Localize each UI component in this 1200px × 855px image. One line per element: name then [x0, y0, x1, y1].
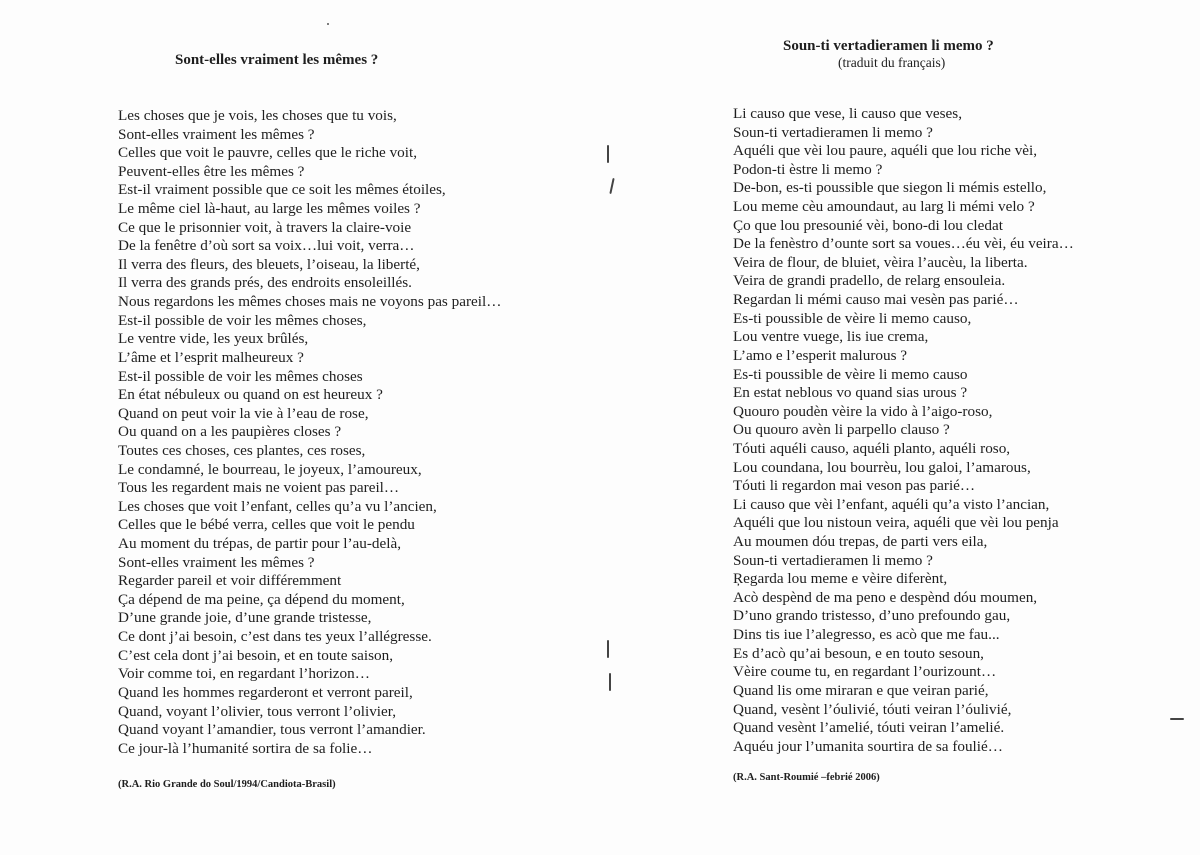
poem-line: Quand, voyant l’olivier, tous verront l’olivier, [118, 702, 397, 720]
poem-line: En état nébuleux ou quand on est heureux ? [118, 386, 383, 404]
provencal-poem-lines [733, 105, 1074, 756]
poem-line: Toutes ces choses, ces plantes, ces roses, [118, 441, 366, 459]
poem-line: Ou quand on a les paupières closes ? [118, 423, 342, 441]
binding-mark [609, 673, 611, 691]
poem-line: Quand les hommes regarderont et verront pareil, [118, 683, 413, 701]
poem-line: Li causo que vese, li causo que veses, [733, 105, 963, 122]
poem-line: Au moumen dóu trepas, de parti vers eila, [733, 533, 988, 551]
poem-line: Podon-ti èstre li memo ? [733, 160, 883, 178]
poem-line: Ŗegarda lou meme e vèire diferènt, [733, 570, 948, 588]
poem-line: Sont-elles vraiment les mêmes ? [118, 553, 315, 571]
poem-line: De la fenèstro d’ounte sort sa voues…éu vèi, éu veira… [733, 235, 1074, 253]
poem-line: Celles que le bébé verra, celles que voit le pendu [118, 516, 415, 534]
poem-line: L’amo e l’esperit malurous ? [733, 346, 908, 364]
poem-line: Il verra des grands prés, des endroits ensoleillés. [118, 274, 412, 292]
poem-line: Le condamné, le bourreau, le joyeux, l’amoureux, [118, 460, 422, 478]
poem-line: Est-il possible de voir les mêmes choses [118, 367, 363, 385]
poem-line: De la fenêtre d’où sort sa voix…lui voit, verra… [118, 237, 415, 255]
poem-line: Ce dont j’ai besoin, c’est dans tes yeux l’allégresse. [118, 628, 432, 646]
poem-line: C’est cela dont j’ai besoin, et en toute saison, [118, 646, 393, 664]
poem-line: Regardan li mémi causo mai vesèn pas parié… [733, 291, 1019, 309]
poem-line: Nous regardons les mêmes choses mais ne voyons pas pareil… [118, 293, 502, 311]
poem-line: Voir comme toi, en regardant l’horizon… [118, 665, 370, 683]
poem-line: Les choses que je vois, les choses que tu vois, [118, 107, 397, 124]
poem-line: Aquéu jour l’umanita sourtira de sa foulié… [733, 737, 1003, 755]
poem-line: Lou meme cèu amoundaut, au larg li mémi velo ? [733, 198, 1035, 216]
poem-line: Au moment du trépas, de partir pour l’au-delà, [118, 535, 401, 553]
french-poem-lines [118, 107, 501, 758]
poem-line: Acò despènd de ma peno e despènd dóu moumen, [733, 588, 1038, 606]
poem-line: L’âme et l’esprit malheureux ? [118, 348, 304, 366]
poem-line: Es-ti poussible de vèire li memo causo, [733, 309, 972, 327]
poem-line: Veira de grandi pradello, de relarg ensouleia. [733, 272, 1006, 290]
poem-line: Dins tis iue l’alegresso, es acò que me fau... [733, 626, 1000, 644]
edge-mark [1170, 718, 1184, 720]
poem-line: Ça dépend de ma peine, ça dépend du moment, [118, 590, 405, 608]
poem-line: Quouro poudèn vèire la vido à l’aigo-roso, [733, 402, 993, 420]
binding-mark [609, 178, 614, 194]
poem-line: Celles que voit le pauvre, celles que le riche voit, [118, 144, 418, 162]
poem-line: Peuvent-elles être les mêmes ? [118, 162, 305, 180]
poem-line: Il verra des fleurs, des bleuets, l’oiseau, la liberté, [118, 255, 420, 273]
poem-line: Veira de flour, de bluiet, vèira l’aucèu, la liberta. [733, 253, 1028, 271]
poem-line: Vèire coume tu, en regardant l’ourizount… [733, 663, 997, 681]
poem-line: Quand lis ome miraran e que veiran parié, [733, 681, 989, 699]
poem-line: Est-il possible de voir les mêmes choses, [118, 311, 367, 329]
poem-line: Quand, vesènt l’óulivié, tóuti veiran l’óulivié, [733, 700, 1012, 718]
poem-line: Sont-elles vraiment les mêmes ? [118, 125, 315, 143]
poem-line: Li causo que vèi l’enfant, aquéli qu’a visto l’ancian, [733, 495, 1050, 513]
poem-line: Quand vesènt l’amelié, tóuti veiran l’amelié. [733, 719, 1005, 737]
poem-line: Lou coundana, lou bourrèu, lou galoi, l’amarous, [733, 458, 1031, 476]
poem-line: D’uno grando tristesso, d’uno prefoundo gau, [733, 607, 1011, 625]
provencal-poem-subtitle: (traduit du français) [838, 55, 946, 70]
poem-line: Tóuti li regardon mai veson pas parié… [733, 477, 976, 495]
poem-line: Regarder pareil et voir différemment [118, 572, 342, 590]
french-poem-signature: (R.A. Rio Grande do Soul/1994/Candiota-Brasil) [118, 779, 336, 790]
provencal-poem-title: Soun-ti vertadieramen li memo ? [783, 38, 994, 54]
poem-line: Es d’acò qu’ai besoun, e en touto sesoun, [733, 644, 984, 662]
scan-speck [327, 23, 329, 25]
poem-line: Le même ciel là-haut, au large les mêmes voiles ? [118, 200, 421, 218]
poem-line: Es-ti poussible de vèire li memo causo [733, 365, 968, 383]
poem-line: Tóuti aquéli causo, aquéli planto, aquéli roso, [733, 439, 1011, 457]
poem-line: Soun-ti vertadieramen li memo ? [733, 551, 933, 569]
poem-line: Soun-ti vertadieramen li memo ? [733, 123, 933, 141]
poem-line: De-bon, es-ti poussible que siegon li mémis estello, [733, 179, 1047, 197]
poem-line: Lou ventre vuege, lis iue crema, [733, 328, 929, 346]
poem-line: Le ventre vide, les yeux brûlés, [118, 330, 309, 348]
poem-line: Ce que le prisonnier voit, à travers la claire-voie [118, 218, 412, 236]
poem-line: Les choses que voit l’enfant, celles qu’a vu l’ancien, [118, 497, 437, 515]
poem-line: Tous les regardent mais ne voient pas pareil… [118, 479, 400, 497]
poem-line: Quand on peut voir la vie à l’eau de rose, [118, 404, 369, 422]
poem-line: Ço que lou presounié vèi, bono-di lou cledat [733, 216, 1003, 234]
poem-line: Ce jour-là l’humanité sortira de sa folie… [118, 739, 373, 757]
provencal-poem-signature: (R.A. Sant-Roumié –febrié 2006) [733, 772, 880, 783]
poem-line: Quand voyant l’amandier, tous verront l’amandier. [118, 721, 426, 739]
binding-mark [607, 145, 609, 163]
binding-mark [607, 640, 609, 658]
poem-line: Est-il vraiment possible que ce soit les mêmes étoiles, [118, 181, 446, 199]
poem-line: D’une grande joie, d’une grande tristesse, [118, 609, 372, 627]
poem-line: Ou quouro avèn li parpello clauso ? [733, 421, 950, 439]
poem-line: Aquéli que vèi lou paure, aquéli que lou riche vèi, [733, 142, 1038, 160]
poem-line: Aquéli que lou nistoun veira, aquéli que vèi lou penja [733, 514, 1059, 532]
poem-line: En estat neblous vo quand sias urous ? [733, 384, 968, 402]
french-poem-title: Sont-elles vraiment les mêmes ? [175, 52, 379, 68]
